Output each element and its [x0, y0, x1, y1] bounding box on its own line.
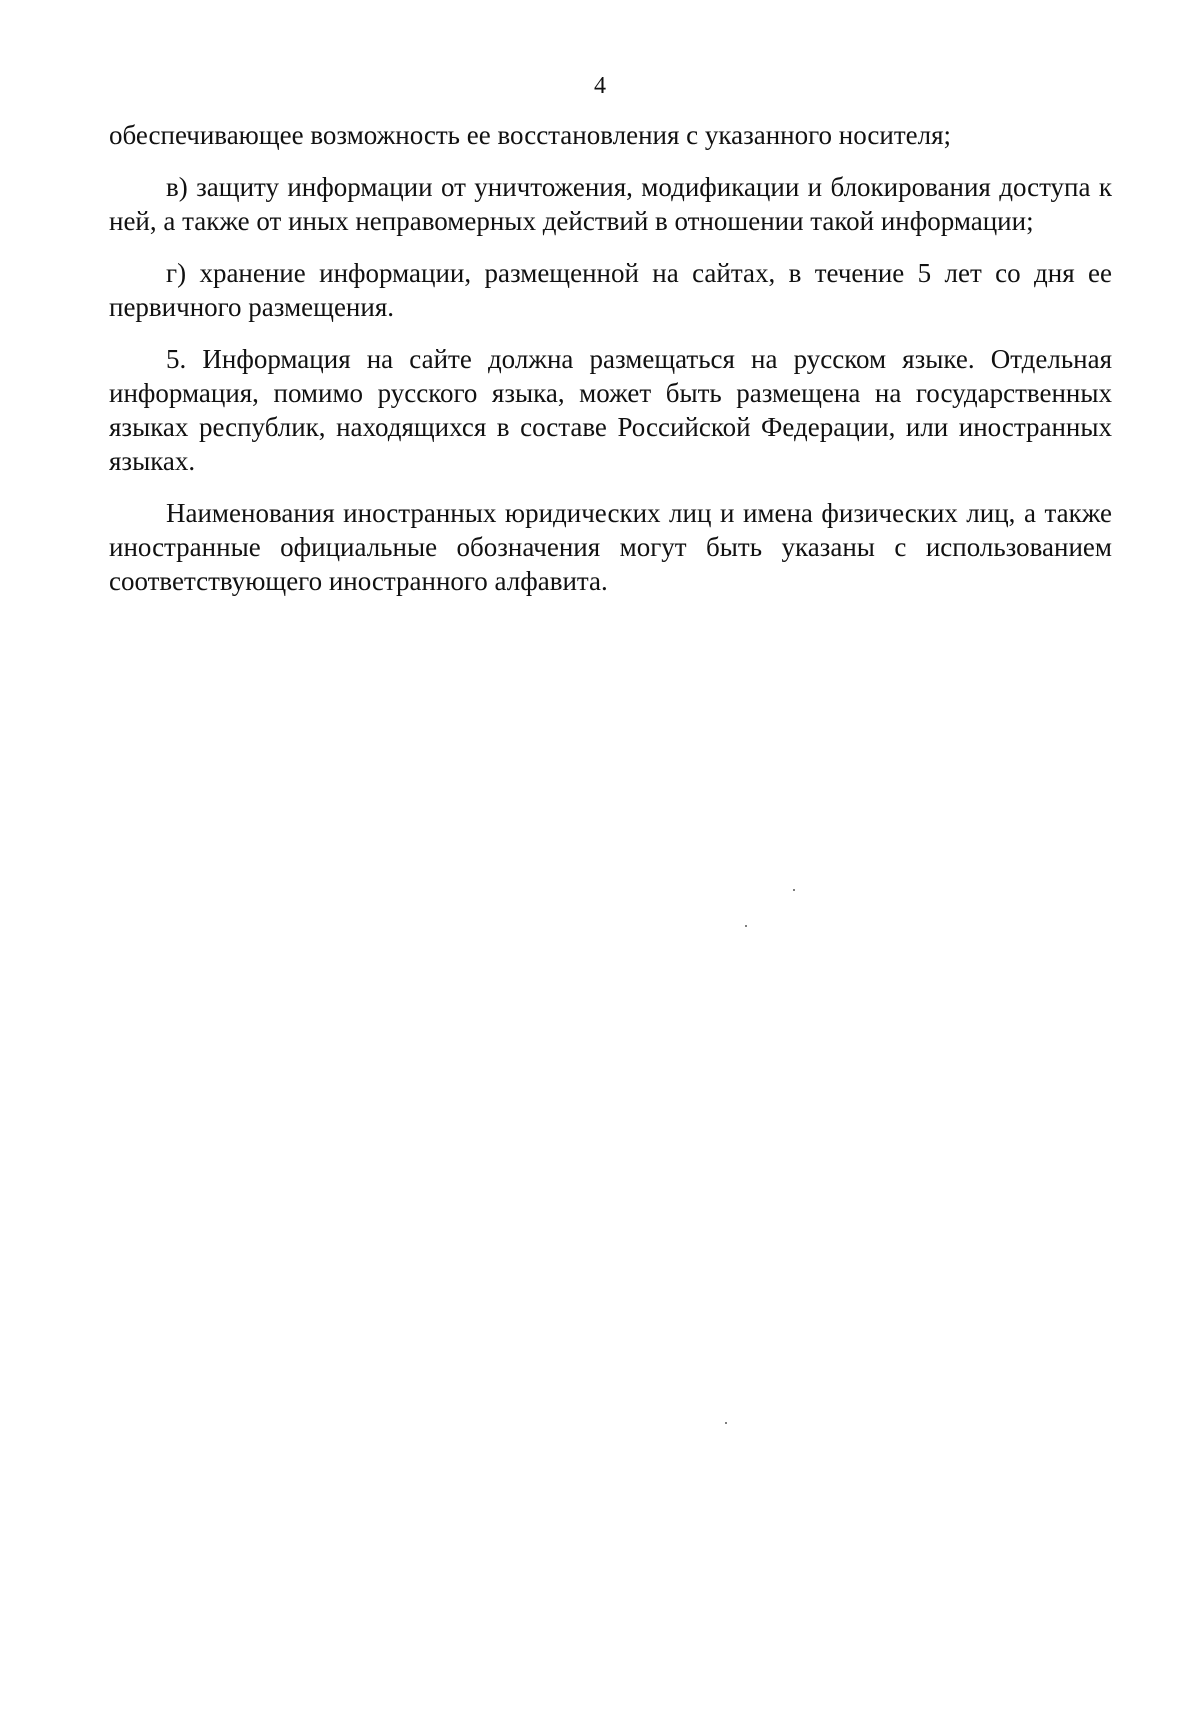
- scan-speck: [793, 889, 795, 891]
- scan-speck: [745, 925, 747, 927]
- paragraph-item-v: в) защиту информации от уничтожения, модификации и блокирования доступа к ней, а также от иных неправомерных действий в отношении такой информации;: [109, 172, 1112, 236]
- page-number: 4: [594, 73, 606, 99]
- paragraph-foreign-names: Наименования иностранных юридических лиц и имена физических лиц, а также иностранные официальные обозначения могут быть указаны с использованием соответствующего иностранного алфавита.: [109, 498, 1112, 596]
- document-body: [109, 118, 1112, 616]
- paragraph-item-g: г) хранение информации, размещенной на сайтах, в течение 5 лет со дня ее первичного размещения.: [109, 258, 1112, 322]
- paragraph-continuation: обеспечивающее возможность ее восстановления с указанного носителя;: [109, 120, 952, 150]
- scan-speck: [725, 1422, 727, 1424]
- paragraph-point-5: 5. Информация на сайте должна размещаться на русском языке. Отдельная информация, помимо русского языка, может быть размещена на государственных языках республик, находящихся в составе Российской Федерации, или иностранных языках.: [109, 344, 1112, 476]
